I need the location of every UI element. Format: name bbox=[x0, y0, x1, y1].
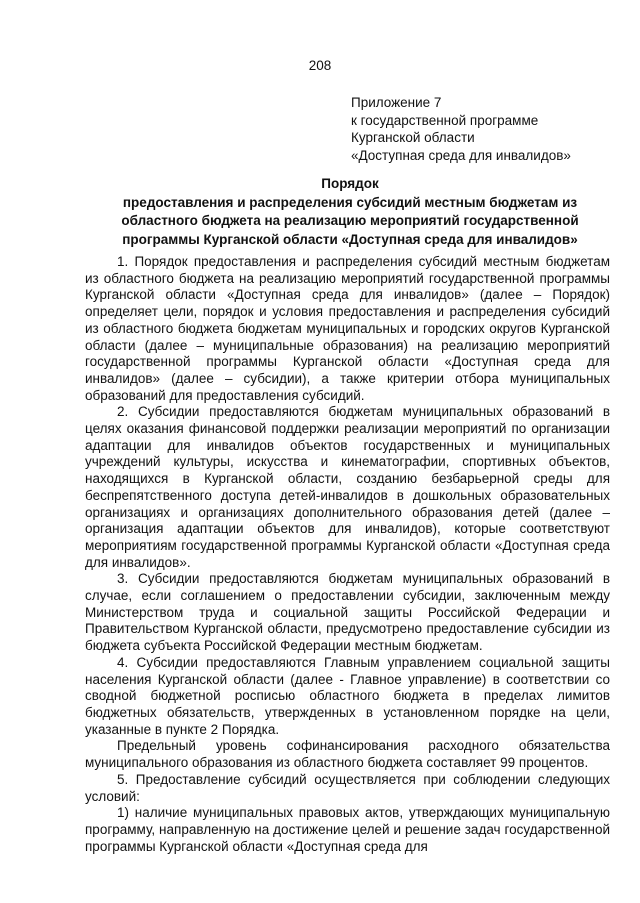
paragraph-4: 4. Субсидии предоставляются Главным управлением социальной защиты населения Курганской области (далее - Главное управление) в соответствии со сводной бюджетной росписью областного бюджета в пределах лимитов бюджетных обязательств, утвержденных в установленном порядке на цели, указанные в пункте 2 Порядка. bbox=[85, 654, 610, 737]
appendix-line: «Доступная среда для инвалидов» bbox=[351, 147, 571, 163]
document-body bbox=[85, 254, 610, 855]
page-number: 208 bbox=[308, 58, 332, 73]
paragraph-cofinancing: Предельный уровень софинансирования расходного обязательства муниципального образования из областного бюджета составляет 99 процентов. bbox=[85, 738, 610, 771]
title-heading: Порядок bbox=[321, 176, 379, 191]
paragraph-5: 5. Предоставление субсидий осуществляется при соблюдении следующих условий: bbox=[85, 771, 610, 804]
appendix-line: к государственной программе bbox=[351, 112, 539, 128]
appendix-line: Курганской области bbox=[351, 130, 475, 145]
title-line: предоставления и распределения субсидий местным бюджетам из bbox=[122, 194, 578, 210]
paragraph-1: 1. Порядок предоставления и распределения субсидий местным бюджетам из областного бюджета на реализацию мероприятий государственной программы Курганской области «Доступная среда для инвалидов» (далее – Порядок) определяет цели, порядок и условия предоставления и распределения субсидий из областного бюджета бюджетам муниципальных и городских округов Курганской области (далее – муниципальные образования) на реализацию мероприятий государственной программы Курганской области «Доступная среда для инвалидов» (далее – субсидии), а также критерии отбора муниципальных образований для предоставления субсидий. bbox=[85, 254, 610, 403]
document-title bbox=[90, 175, 610, 249]
paragraph-3: 3. Субсидии предоставляются бюджетам муниципальных образований в случае, если соглашением о предоставлении субсидии, заключенным между Министерством труда и социальной защиты Российской Федерации и Правительством Курганской области, предусмотрено предоставление субсидии из бюджета субъекта Российской Федерации местным бюджетам. bbox=[85, 571, 610, 654]
appendix-reference bbox=[351, 94, 621, 164]
appendix-line: Приложение 7 bbox=[351, 95, 442, 110]
paragraph-condition-1: 1) наличие муниципальных правовых актов, утверждающих муниципальную программу, направленную на достижение целей и решение задач государственной программы Курганской области «Доступная среда для bbox=[85, 805, 610, 854]
paragraph-2: 2. Субсидии предоставляются бюджетам муниципальных образований в целях оказания финансовой поддержки реализации мероприятий по организации адаптации для инвалидов объектов государственных и муниципальных учреждений культуры, искусства и кинематографии, спортивных объектов, находящихся в Курганской области, созданию безбарьерной среды для беспрепятственного доступа детей-инвалидов в дошкольных образовательных организациях и организациях дополнительного образования детей (далее – организация адаптации объектов для инвалидов), которые соответствуют мероприятиям государственной программы Курганской области «Доступная среда для инвалидов». bbox=[85, 404, 610, 570]
title-line: программы Курганской области «Доступная среда для инвалидов» bbox=[122, 231, 578, 247]
title-line: областного бюджета на реализацию мероприятий государственной bbox=[121, 213, 579, 228]
